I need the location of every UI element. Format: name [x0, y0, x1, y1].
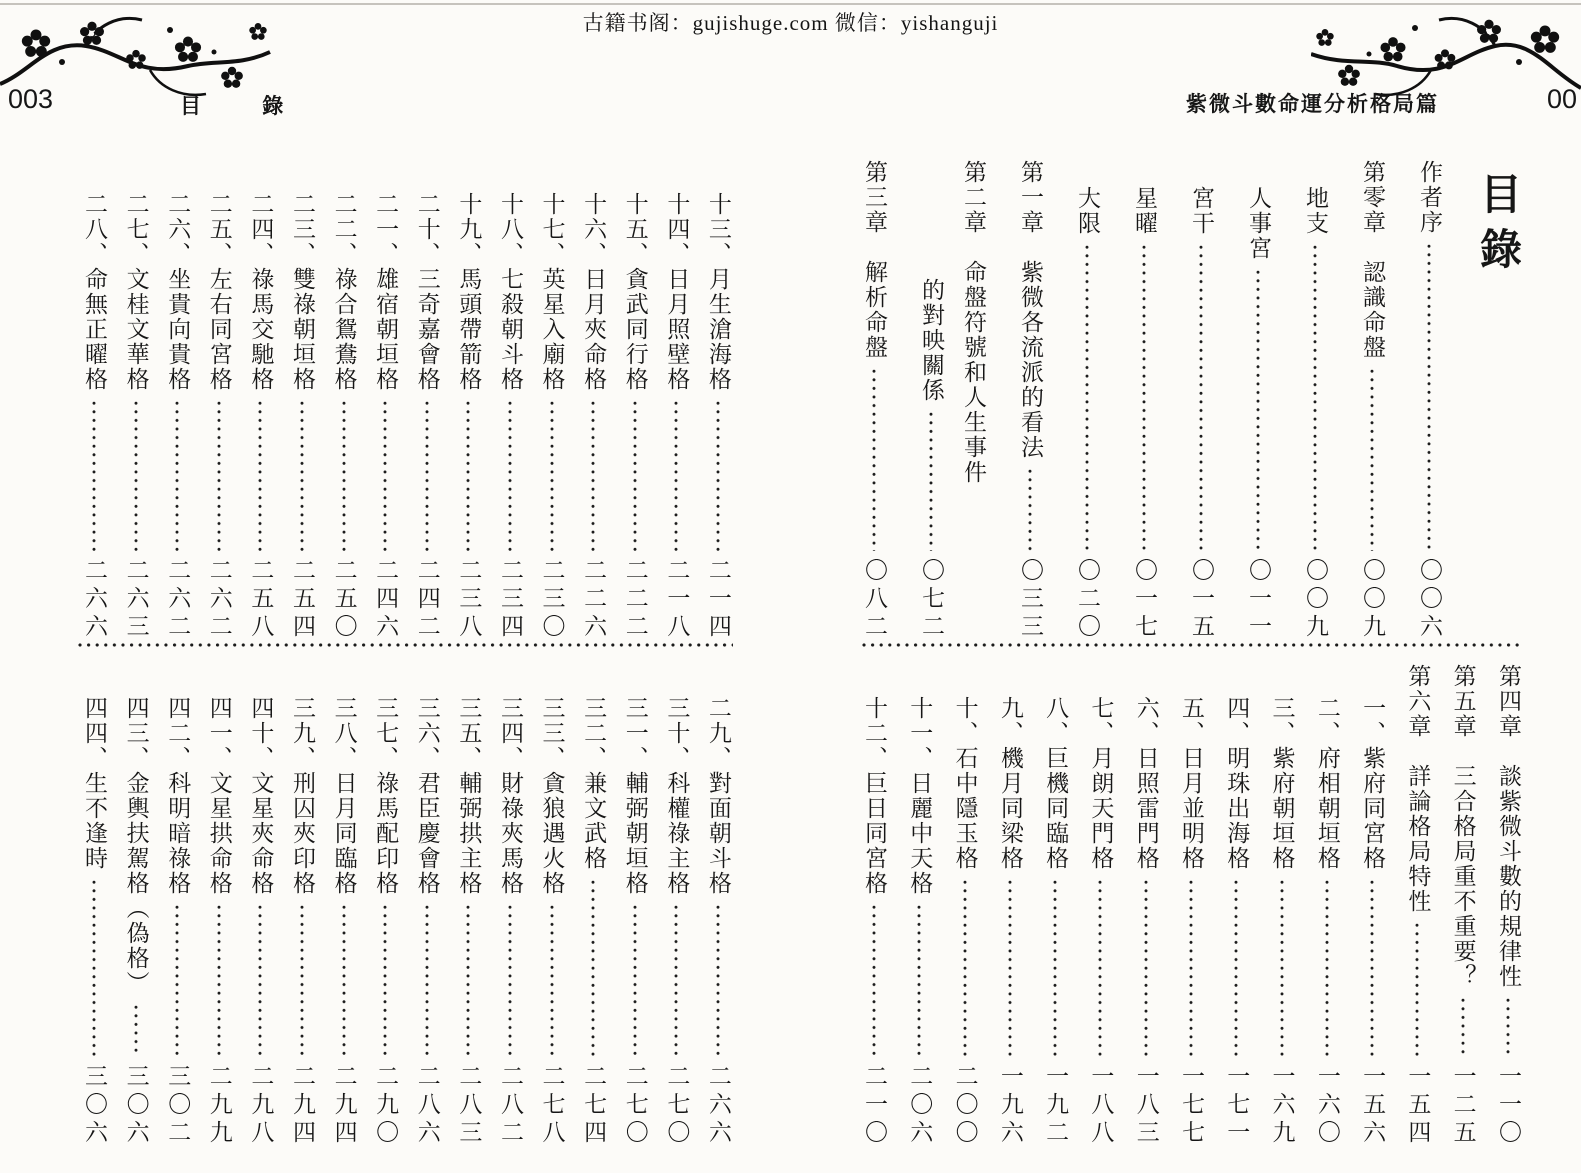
toc-entry: [905, 664, 933, 1148]
toc-entry-title: 四三、金輿扶駕格（偽格）: [123, 696, 149, 996]
toc-page-number: 二三四: [497, 558, 523, 642]
toc-page-number: 二八三: [456, 1064, 482, 1148]
toc-entry: [1358, 160, 1386, 642]
toc-entry-title: 三五、輔弼拱主格: [456, 696, 482, 896]
toc-section-left-top: [80, 160, 732, 642]
toc-entry-title: 九、機月同梁格: [997, 696, 1023, 871]
toc-dot-leader: [1189, 880, 1193, 1057]
toc-dot-leader: [1256, 270, 1260, 551]
toc-entry: [1244, 160, 1272, 642]
toc-entry-title: 第五章 三合格局重不重要？: [1450, 664, 1476, 989]
toc-entry: [330, 664, 358, 1148]
toc-entry: [621, 160, 649, 642]
watermark-header: 古籍书阁：gujishuge.com 微信：yishanguji: [582, 11, 999, 35]
toc-entry: [122, 160, 150, 642]
toc-entry-title: 十四、日月照壁格: [664, 192, 690, 392]
toc-entry: [538, 664, 566, 1148]
toc-page-number: 二二二: [622, 558, 648, 642]
toc-dot-leader: [716, 401, 720, 551]
toc-entry: [662, 664, 690, 1148]
toc-page-number: 〇〇六: [1417, 558, 1442, 642]
toc-entry-title: 八、巨機同臨格: [1043, 696, 1069, 871]
toc-dot-leader: [1144, 880, 1148, 1057]
toc-entry-title: 第零章 認識命盤: [1360, 160, 1385, 360]
toc-entry-title: 二十、三奇嘉會格: [414, 192, 440, 392]
toc-page-number: 二三〇: [539, 558, 565, 642]
toc-entry-title: 十九、馬頭帶箭格: [456, 192, 482, 392]
toc-dot-leader: [674, 905, 678, 1057]
toc-page-number: 〇〇九: [1360, 558, 1385, 642]
toc-dot-leader: [383, 401, 387, 551]
toc-entry-title: 七、月朗天門格: [1088, 696, 1114, 871]
toc-page-number: 二五〇: [331, 558, 357, 642]
toc-entry: [1449, 664, 1477, 1148]
toc-dot-leader: [1461, 998, 1465, 1057]
toc-entry-title: 十六、日月夾命格: [581, 192, 607, 392]
toc-entry: [246, 160, 274, 642]
toc-dot-leader: [929, 412, 933, 551]
toc-entry-title: 十八、七殺朝斗格: [497, 192, 523, 392]
toc-page-number: 二六六: [705, 1064, 731, 1148]
toc-entry: [454, 664, 482, 1148]
toc-page-number: 二七〇: [622, 1064, 648, 1148]
toc-section-right-bottom: [860, 664, 1522, 1148]
toc-entry-title: 二二、祿合鴛鴦格: [331, 192, 357, 392]
toc-entry-title: 五、日月並明格: [1178, 696, 1204, 871]
toc-page-number: 二三八: [456, 558, 482, 642]
toc-entry: [371, 160, 399, 642]
toc-page-number: 一七七: [1178, 1064, 1204, 1148]
toc-page-number: 一六〇: [1314, 1064, 1340, 1148]
toc-page-number: 〇二〇: [1075, 558, 1100, 642]
toc-page-number: 二一〇: [862, 1064, 887, 1148]
toc-page-number: 二九八: [248, 1064, 274, 1148]
toc-entry: [454, 160, 482, 642]
toc-dot-leader: [1098, 880, 1102, 1057]
toc-dot-leader: [1028, 469, 1032, 551]
toc-page-number: 二七四: [581, 1064, 607, 1148]
toc-entry-title: 二、府相朝垣格: [1314, 696, 1340, 871]
toc-page-number: 一九二: [1043, 1064, 1069, 1148]
toc-page-number: 二七八: [539, 1064, 565, 1148]
toc-entry-title: 三六、君臣慶會格: [414, 696, 440, 896]
toc-page-number: 〇一七: [1132, 558, 1157, 642]
toc-page-number: 二五四: [289, 558, 315, 642]
toc-entry: [80, 664, 108, 1148]
toc-entry-title: 二八、命無正曜格: [82, 192, 107, 392]
toc-dot-leader: [1313, 245, 1317, 551]
toc-entry-title: 第四章 談紫微斗數的規律性: [1495, 664, 1521, 989]
toc-entry: [496, 160, 524, 642]
toc-dot-leader: [1199, 245, 1203, 551]
toc-entry: [1472, 160, 1522, 642]
toc-entry: [951, 664, 979, 1148]
toc-entry-title: 十一、日麗中天格: [907, 696, 933, 896]
toc-page-number: 二四二: [414, 558, 440, 642]
toc-entry: [496, 664, 524, 1148]
toc-entry-group: [917, 160, 987, 642]
toc-page-number: 二九九: [206, 1064, 232, 1148]
toc-entry-title: 第三章 解析命盤: [862, 160, 887, 360]
toc-entry-title: 四二、科明暗祿格: [165, 696, 191, 896]
toc-dot-leader: [1142, 245, 1146, 551]
toc-entry: [1177, 664, 1205, 1148]
toc-page-number: 一八三: [1133, 1064, 1159, 1148]
toc-entry-title: 十、石中隱玉格: [952, 696, 978, 871]
toc-dot-leader: [872, 369, 876, 551]
toc-page-number: 二八六: [414, 1064, 440, 1148]
toc-page-number: 一六九: [1269, 1064, 1295, 1148]
dotted-divider-right-page: [862, 643, 1522, 647]
toc-page-number: 一八八: [1088, 1064, 1114, 1148]
toc-dot-leader: [1280, 880, 1284, 1057]
toc-dot-leader: [872, 905, 876, 1057]
toc-page-number: 一七一: [1224, 1064, 1250, 1148]
toc-page-number: 二六六: [82, 558, 107, 642]
toc-entry: [917, 160, 945, 642]
toc-entry-title: 的對映關係: [919, 278, 944, 403]
toc-page-number: 二七〇: [664, 1064, 690, 1148]
toc-dot-leader: [466, 905, 470, 1057]
toc-entry-title: 作者序: [1417, 160, 1442, 235]
toc-dot-leader: [1506, 998, 1510, 1057]
toc-page-number: 三〇二: [165, 1064, 191, 1148]
toc-entry: [1403, 664, 1431, 1148]
toc-entry-title: 十二、巨日同宮格: [862, 696, 887, 896]
toc-entry-title: 四、明珠出海格: [1224, 696, 1250, 871]
toc-entry: [371, 664, 399, 1148]
toc-entry-title: 四十、文星夾命格: [248, 696, 274, 896]
toc-entry-title: 三一、輔弼朝垣格: [622, 696, 648, 896]
toc-entry-title: 二三、雙祿朝垣格: [289, 192, 315, 392]
toc-section-left-bottom: [80, 664, 732, 1148]
toc-entry-title: 二七、文桂文華格: [123, 192, 149, 392]
toc-entry: [205, 664, 233, 1148]
toc-dot-leader: [550, 401, 554, 551]
toc-entry-title: 二四、祿馬交馳格: [248, 192, 274, 392]
toc-entry-title: 二五、左右同宮格: [206, 192, 232, 392]
toc-dot-leader: [342, 401, 346, 551]
toc-dot-leader: [217, 905, 221, 1057]
toc-entry: [205, 160, 233, 642]
toc-entry: [288, 160, 316, 642]
toc-entry-title: 一、紫府同宮格: [1360, 696, 1386, 871]
toc-entry: [413, 664, 441, 1148]
toc-entry-title: 三四、財祿夾馬格: [497, 696, 523, 896]
toc-page-number: 二六三: [123, 558, 149, 642]
toc-page-number: 二一四: [705, 558, 731, 642]
toc-entry-title: 四四、生不逢時: [82, 696, 107, 871]
toc-entry-title: 三十、科權祿主格: [664, 696, 690, 896]
right-page-running-title: 紫微斗數命運分析格局篇: [1186, 92, 1439, 116]
toc-entry-title: 三、紫府朝垣格: [1269, 696, 1295, 871]
toc-entry: [246, 664, 274, 1148]
toc-page-number: 二四六: [373, 558, 399, 642]
dotted-divider-left-page: [78, 643, 733, 647]
toc-dot-leader: [92, 401, 96, 551]
toc-page-number: 二〇六: [907, 1064, 933, 1148]
toc-dot-leader: [1053, 880, 1057, 1057]
toc-dot-leader: [1427, 244, 1431, 551]
toc-entry-title: 三九、刑囚夾印格: [289, 696, 315, 896]
left-page-folio: 003: [8, 84, 54, 114]
toc-entry: [1016, 160, 1044, 642]
toc-entry-title: 三八、日月同臨格: [331, 696, 357, 896]
toc-entry-title: 二六、坐貴向貴格: [165, 192, 191, 392]
toc-entry: [662, 160, 690, 642]
toc-entry: [1073, 160, 1101, 642]
toc-page-number: 二一八: [664, 558, 690, 642]
toc-dot-leader: [134, 401, 138, 551]
toc-dot-leader: [716, 905, 720, 1057]
toc-entry-title: 三二、兼文武格: [581, 696, 607, 871]
toc-entry: [1415, 160, 1443, 642]
toc-entry: [1086, 664, 1114, 1148]
toc-page-number: 〇八二: [862, 558, 887, 642]
toc-entry-title: 第一章 紫微各流派的看法: [1018, 160, 1043, 460]
toc-page-number: 〇七二: [919, 558, 944, 642]
toc-dot-leader: [1325, 880, 1329, 1057]
toc-dot-leader: [217, 401, 221, 551]
toc-entry-title: 十五、貪武同行格: [622, 192, 648, 392]
toc-entry: [621, 664, 649, 1148]
toc-entry: [704, 664, 732, 1148]
toc-entry: [163, 664, 191, 1148]
toc-entry: [1222, 664, 1250, 1148]
toc-entry: [163, 160, 191, 642]
left-page-running-title: 目 錄: [180, 94, 312, 118]
toc-entry: [996, 664, 1024, 1148]
toc-dot-leader: [425, 905, 429, 1057]
toc-entry: [538, 160, 566, 642]
toc-entry-title: 二九、對面朝斗格: [705, 696, 731, 896]
toc-dot-leader: [134, 1005, 138, 1057]
toc-entry: [1041, 664, 1069, 1148]
toc-entry: [1313, 664, 1341, 1148]
toc-entry-title: 第二章 命盤符號和人生事件: [961, 160, 986, 485]
toc-page-number: 二二六: [581, 558, 607, 642]
toc-entry-title: 十七、英星入廟格: [539, 192, 565, 392]
toc-entry: [330, 160, 358, 642]
toc-page-number: 二〇〇: [952, 1064, 978, 1148]
toc-entry: [1494, 664, 1522, 1148]
toc-dot-leader: [550, 905, 554, 1057]
toc-entry-title: 三三、貪狼遇火格: [539, 696, 565, 896]
toc-dot-leader: [508, 401, 512, 551]
toc-entry-title: 大限: [1075, 186, 1100, 236]
toc-page-number: 二八二: [497, 1064, 523, 1148]
toc-dot-leader: [633, 401, 637, 551]
toc-page-number: 一五六: [1360, 1064, 1386, 1148]
toc-dot-leader: [92, 880, 96, 1057]
toc-entry-title: 宮干: [1189, 186, 1214, 236]
toc-dot-leader: [917, 905, 921, 1057]
toc-dot-leader: [383, 905, 387, 1057]
toc-page-number: 二九四: [331, 1064, 357, 1148]
toc-entry: [860, 160, 888, 642]
toc-entry: [579, 160, 607, 642]
toc-entry-title: 四一、文星拱命格: [206, 696, 232, 896]
toc-dot-leader: [633, 905, 637, 1057]
toc-entry: [122, 664, 150, 1148]
toc-dot-leader: [674, 401, 678, 551]
toc-page-number: 〇〇九: [1303, 558, 1328, 642]
toc-dot-leader: [1234, 880, 1238, 1057]
toc-page-number: 三〇六: [82, 1064, 107, 1148]
toc-dot-leader: [1415, 923, 1419, 1057]
toc-entry-title: 二一、雄宿朝垣格: [373, 192, 399, 392]
toc-entry: [1358, 664, 1386, 1148]
toc-dot-leader: [342, 905, 346, 1057]
toc-entry-title: 人事宮: [1246, 186, 1271, 261]
toc-dot-leader: [963, 880, 967, 1057]
toc-dot-leader: [1008, 880, 1012, 1057]
toc-dot-leader: [1370, 880, 1374, 1057]
toc-dot-leader: [258, 401, 262, 551]
toc-dot-leader: [466, 401, 470, 551]
toc-dot-leader: [300, 401, 304, 551]
toc-page-number: 一一〇: [1495, 1064, 1521, 1148]
toc-entry: [1187, 160, 1215, 642]
toc-page-number: 二六二: [165, 558, 191, 642]
toc-dot-leader: [508, 905, 512, 1057]
toc-entry-title: 星曜: [1132, 186, 1157, 236]
toc-page-number: 三〇六: [123, 1064, 149, 1148]
toc-entry: [1132, 664, 1160, 1148]
toc-page-number: 二六二: [206, 558, 232, 642]
toc-entry: [1130, 160, 1158, 642]
toc-entry: [704, 160, 732, 642]
toc-dot-leader: [258, 905, 262, 1057]
toc-entry-title: 第六章 詳論格局特性: [1405, 664, 1431, 914]
toc-dot-leader: [1370, 369, 1374, 551]
toc-dot-leader: [175, 401, 179, 551]
toc-page-number: 二五八: [248, 558, 274, 642]
toc-page-number: 〇一五: [1189, 558, 1214, 642]
toc-entry: [80, 160, 108, 642]
toc-entry: [288, 664, 316, 1148]
toc-entry: [1301, 160, 1329, 642]
toc-section-right-top: [860, 160, 1522, 642]
toc-page-number: 二九四: [289, 1064, 315, 1148]
toc-page-number: 一五四: [1405, 1064, 1431, 1148]
toc-entry: [860, 664, 888, 1148]
toc-entry: [579, 664, 607, 1148]
toc-entry-title: 六、日照雷門格: [1133, 696, 1159, 871]
toc-page-number: 一九六: [997, 1064, 1023, 1148]
toc-entry-title: 三七、祿馬配印格: [373, 696, 399, 896]
right-page-folio: 00: [1547, 84, 1578, 114]
toc-entry: [413, 160, 441, 642]
top-edge-rule: [0, 3, 1581, 5]
toc-dot-leader: [591, 401, 595, 551]
toc-dot-leader: [591, 880, 595, 1057]
toc-dot-leader: [300, 905, 304, 1057]
toc-dot-leader: [175, 905, 179, 1057]
toc-entry-title: 目錄: [1474, 172, 1520, 282]
toc-page-number: 〇三三: [1018, 558, 1043, 642]
toc-page-number: 〇一一: [1246, 558, 1271, 642]
toc-page-number: 一二五: [1450, 1064, 1476, 1148]
toc-page-number: 二九〇: [373, 1064, 399, 1148]
toc-entry-title: 地支: [1303, 186, 1328, 236]
toc-dot-leader: [425, 401, 429, 551]
toc-dot-leader: [1085, 245, 1089, 551]
toc-entry: [1268, 664, 1296, 1148]
toc-entry-title: 十三、月生滄海格: [705, 192, 731, 392]
toc-entry: [959, 160, 987, 642]
